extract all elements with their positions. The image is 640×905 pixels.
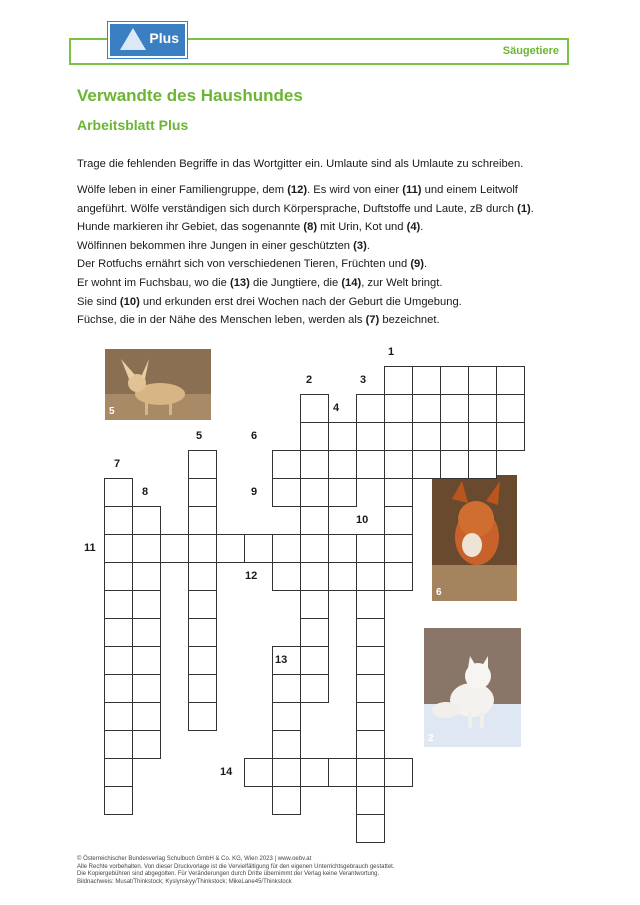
grid-cell[interactable] [132,702,161,731]
clue-number: (4) [406,221,421,234]
clue-line [77,218,534,237]
clue-text: und erkunden erst drei Wochen nach der Geburt die Umgebung. [139,295,462,308]
grid-cell[interactable] [328,758,357,787]
page-subtitle: Arbeitsblatt Plus [77,117,189,133]
grid-cell[interactable] [356,702,385,731]
grid-cell[interactable] [356,450,385,479]
clue-text: Füchse, die in der Nähe des Menschen leben, werden als [77,314,366,327]
photo-label: 6 [436,587,442,598]
grid-cell[interactable] [412,422,441,451]
page-title: Verwandte des Haushundes [77,86,303,105]
grid-cell[interactable] [300,534,329,563]
grid-cell[interactable] [132,646,161,675]
grid-cell[interactable] [188,674,217,703]
clue-text: Er wohnt im Fuchsbau, wo die [77,276,230,289]
footer [77,856,395,886]
clue-number: (11) [402,184,422,196]
grid-cell[interactable] [188,478,217,507]
clue-text: die Jungtiere, die [249,276,342,289]
logo-text: Plus [149,30,179,46]
grid-cell[interactable] [356,590,385,619]
grid-cell[interactable] [188,590,217,619]
clue-line [77,200,534,219]
clue-number: (7) [365,314,380,327]
footer-line: Die Kopiergebühren sind abgegolten. Für Veränderungen durch Dritte übernimmt der Verlag keine Verantwortung. [77,871,380,877]
clue-number: (12) [287,184,308,196]
grid-cell[interactable] [216,534,245,563]
footer-line: Alle Rechte vorbehalten. Von dieser Druckvorlage ist die Vervielfältigung für den eigenen Unterrichtsgebrauch gestattet. [77,863,395,870]
grid-cell[interactable] [104,730,133,759]
clue-text: . [366,239,370,252]
grid-number: 13 [275,654,288,666]
clue-line [77,181,534,200]
clue-text: mit Urin, Kot und [317,221,407,234]
grid-cell[interactable] [356,646,385,675]
grid-cell[interactable] [356,394,385,423]
grid-cell[interactable] [328,534,357,563]
red-fox-photo [432,475,517,601]
grid-cell[interactable] [468,366,497,395]
clue-number: (10) [119,295,140,308]
grid-cell[interactable] [132,674,161,703]
grid-cell[interactable] [356,814,385,843]
grid-cell[interactable] [356,618,385,647]
arctic-fox-photo [424,628,521,747]
subject-label: Säugetiere [502,45,559,57]
grid-cell[interactable] [300,618,329,647]
grid-cell[interactable] [272,450,301,479]
grid-number: 10 [356,514,369,526]
clue-text: . [420,221,424,234]
grid-cell[interactable] [468,394,497,423]
grid-cell[interactable] [188,506,217,535]
grid-cell[interactable] [188,562,217,591]
grid-cell[interactable] [300,506,329,535]
grid-cell[interactable] [132,618,161,647]
grid-cell[interactable] [412,394,441,423]
clue-text: Sie sind [77,295,120,308]
grid-cell[interactable] [328,562,357,591]
fennec-fox-photo [105,349,211,420]
photo-label: 2 [428,733,434,744]
grid-cell[interactable] [412,366,441,395]
clue-list [77,181,534,330]
clue-line [77,311,534,330]
grid-cell[interactable] [300,422,329,451]
grid-cell[interactable] [104,590,133,619]
grid-cell[interactable] [496,366,525,395]
grid-cell[interactable] [188,702,217,731]
clue-text: bezeichnet. [379,314,440,327]
grid-cell[interactable] [272,702,301,731]
grid-cell[interactable] [104,478,133,507]
grid-cell[interactable] [440,394,469,423]
grid-cell[interactable] [300,674,329,703]
clue-text: . Es wird von einer [307,184,403,196]
grid-cell[interactable] [356,534,385,563]
clue-number: (8) [303,221,318,234]
grid-cell[interactable] [384,422,413,451]
clue-line [77,274,534,293]
grid-cell[interactable] [244,534,273,563]
grid-cell[interactable] [132,730,161,759]
grid-cell[interactable] [132,534,161,563]
clue-line [77,293,534,312]
grid-cell[interactable] [356,758,385,787]
grid-cell[interactable] [272,534,301,563]
grid-cell[interactable] [440,450,469,479]
clue-number: (13) [229,276,250,289]
grid-cell[interactable] [356,786,385,815]
clue-text: Wölfe leben in einer Familiengruppe, dem [77,184,288,196]
grid-cell[interactable] [300,478,329,507]
grid-cell[interactable] [272,786,301,815]
clue-text: . [424,258,428,271]
grid-cell[interactable] [300,590,329,619]
grid-cell[interactable] [272,478,301,507]
footer-line: Bildnachweis: Musat/Thinkstock; Kyslynskyy/Thinkstock; MikeLane45/Thinkstock [77,878,292,885]
grid-cell[interactable] [300,758,329,787]
grid-cell[interactable] [104,758,133,787]
grid-cell[interactable] [496,422,525,451]
grid-cell[interactable] [468,450,497,479]
grid-cell[interactable] [468,422,497,451]
grid-cell[interactable] [496,394,525,423]
grid-number: 14 [220,766,233,778]
grid-cell[interactable] [384,366,413,395]
clue-line [77,255,534,274]
grid-cell[interactable] [300,562,329,591]
plus-logo [108,22,187,58]
grid-cell[interactable] [188,646,217,675]
photo-label: 5 [109,406,115,417]
clue-text: Hunde markieren ihr Gebiet, das sogenannte [77,221,304,234]
grid-cell[interactable] [132,506,161,535]
grid-cell[interactable] [104,646,133,675]
grid-cell[interactable] [328,478,357,507]
grid-number: 7 [114,458,121,470]
grid-number: 6 [251,430,258,442]
grid-number: 1 [388,346,395,358]
triangle-icon [120,28,146,50]
grid-cell[interactable] [328,450,357,479]
grid-cell[interactable] [104,506,133,535]
grid-cell[interactable] [412,450,441,479]
clue-number: (3) [353,239,367,252]
clue-text: angeführt. Wölfe verständigen sich durch Körpersprache, Duftstoffe und Laute, zB durch [77,202,518,215]
grid-number: 9 [251,486,258,498]
clue-number: (1) [517,202,531,215]
grid-number: 11 [84,542,96,554]
grid-cell[interactable] [356,422,385,451]
clue-text: Der Rotfuchs ernährt sich von verschiedenen Tieren, Früchten und [77,258,411,271]
clue-text: , zur Welt bringt. [361,276,443,289]
grid-cell[interactable] [160,534,189,563]
grid-cell[interactable] [384,450,413,479]
grid-cell[interactable] [132,562,161,591]
grid-cell[interactable] [272,758,301,787]
grid-cell[interactable] [384,394,413,423]
grid-cell[interactable] [356,674,385,703]
grid-cell[interactable] [300,646,329,675]
grid-cell[interactable] [440,366,469,395]
grid-number: 8 [142,486,149,498]
grid-cell[interactable] [384,506,413,535]
footer-line: © Österreichischer Bundesverlag Schulbuch GmbH & Co. KG, Wien 2023 | www.oebv.at [77,856,312,862]
grid-cell[interactable] [300,450,329,479]
grid-cell[interactable] [272,562,301,591]
grid-cell[interactable] [188,618,217,647]
grid-cell[interactable] [300,394,329,423]
grid-cell[interactable] [384,478,413,507]
grid-cell[interactable] [104,618,133,647]
grid-cell[interactable] [384,562,413,591]
clue-text: Wölfinnen bekommen ihre Jungen in einer geschützten [77,239,354,252]
grid-cell[interactable] [356,730,385,759]
grid-number: 5 [196,430,203,442]
clue-text: . [530,202,534,215]
grid-cell[interactable] [272,730,301,759]
grid-cell[interactable] [244,758,273,787]
grid-cell[interactable] [356,562,385,591]
clue-number: (14) [341,276,362,289]
grid-number: 3 [360,374,367,386]
grid-cell[interactable] [104,534,133,563]
grid-cell[interactable] [328,422,357,451]
grid-cell[interactable] [440,422,469,451]
grid-cell[interactable] [188,534,217,563]
clue-text: und einem Leitwolf [421,184,518,196]
grid-number: 12 [245,570,258,582]
grid-cell[interactable] [104,786,133,815]
grid-cell[interactable] [104,562,133,591]
grid-cell[interactable] [104,702,133,731]
grid-number: 2 [306,374,313,386]
grid-cell[interactable] [384,534,413,563]
grid-cell[interactable] [188,450,217,479]
clue-number: (9) [410,258,425,271]
grid-number: 4 [333,402,340,414]
grid-cell[interactable] [104,674,133,703]
instruction-text: Trage die fehlenden Begriffe in das Wortgitter ein. Umlaute sind als Umlaute zu schreiben. [77,158,524,170]
clue-line [77,237,534,256]
grid-cell[interactable] [384,758,413,787]
grid-cell[interactable] [272,674,301,703]
grid-cell[interactable] [132,590,161,619]
